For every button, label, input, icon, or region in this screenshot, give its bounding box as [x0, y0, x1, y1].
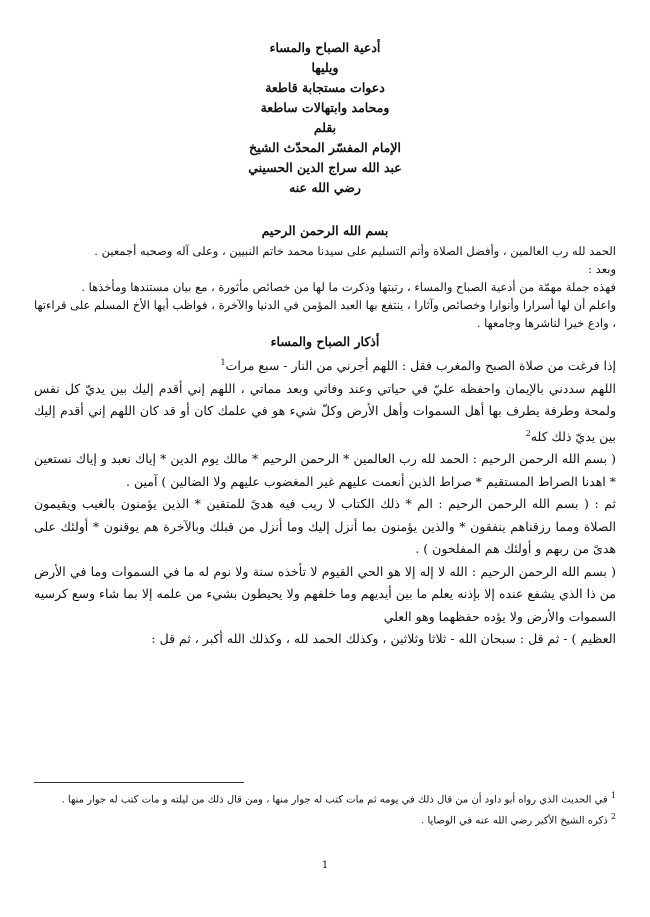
- footnote-ref: 1: [220, 358, 226, 367]
- footnote-text: في الحديث الذي رواه أبو داود أن من قال ذلك في يومه ثم مات كتب له جوار منها ، ومن قال ذلك من ليلته و مات كتب له جوار منها .: [61, 794, 608, 806]
- intro-paragraph: وبعد :: [588, 262, 616, 276]
- title-line: بقلم: [313, 120, 337, 135]
- body-paragraph: ( بسم الله الرحمن الرحيم : الحمد لله رب العالمين * الرحمن الرحيم * مالك يوم الدين * إياك نعبد و إياك نستعين * اهدنا الصراط المستقيم * صراط الذين أنعمت عليهم غير المغضوب عليهم ولا الضالين ) آمين .: [34, 451, 616, 489]
- body-paragraph: ( بسم الله الرحمن الرحيم : الله لا إله إلا هو الحي القيوم لا تأخذه سنة ولا نوم له ما في السموات وما في الأرض من ذا الذي يشفع عنده إلا بإذنه يعلم ما بين أيديهم وما خلفهم ولا يحيطون بشيء من علمه إلا بما شاء وسع كرسيه السموات والأرض ولا يؤده حفظهما وهو العلي: [34, 563, 616, 624]
- title-line: أدعية الصباح والمساء: [269, 40, 381, 55]
- body-text: اللهم سددني بالإيمان واحفظه عليّ في حياتي وعند وفاتي وبعد مماتي ، اللهم إني أقدم إليك بين يديّ كل نفس ولمحة وطرفة يطرف بها أهل السموات وأهل الأرض وكلّ شيء هو في علمك كان أو قد كان اللهم إني أقدم إليك بين يديّ ذلك كله: [34, 380, 616, 444]
- footnote-mark: 1: [610, 791, 616, 800]
- body-paragraph: [34, 352, 616, 378]
- title-line: ويليها: [311, 60, 339, 75]
- title-line: الإمام المفسّر المحدّث الشيخ: [249, 140, 401, 155]
- basmala: بسم الله الرحمن الرحيم: [261, 223, 389, 238]
- title-block: [34, 38, 616, 198]
- document-page: [34, 38, 616, 917]
- title-line: دعوات مستجابة قاطعة: [265, 80, 385, 95]
- footnotes: [34, 787, 616, 830]
- intro-paragraph: واعلم أن لها أسرارا وأنوارا وخصائص وآثارا ، ينتفع بها العبد المؤمن في الدنيا والآخرة ، فواظب أيها الأخ المسلم على قراءتها ، وادع خيرا لناشرها وجامعها .: [34, 298, 616, 330]
- body-paragraph: العظيم ) - ثم قل : سبحان الله - ثلاثا وثلاثين ، وكذلك الحمد لله ، وكذلك الله أكبر ، ثم قل :: [151, 631, 616, 647]
- title-line: ومحامد وابتهالات ساطعة: [260, 100, 390, 115]
- body-text: إذا فرغت من صلاة الصبح والمغرب فقل : اللهم أجرني من النار - سبع مرات: [225, 358, 616, 374]
- title-line: رضي الله عنه: [289, 180, 361, 195]
- footnote-item: [34, 787, 616, 808]
- intro-paragraph: فهذه جملة مهمّة من أدعية الصباح والمساء ، رتبتها وذكرت ما لها من خصائص مأثورة ، مع بيان مستندها ومأخذها .: [81, 280, 616, 294]
- page-number: 1: [321, 860, 329, 871]
- intro-paragraph: الحمد لله رب العالمين ، وأفضل الصلاة وأتم التسليم على سيدنا محمد خاتم النبيين ، وعلى آله وصحبه أجمعين .: [94, 244, 616, 258]
- body-paragraph: [34, 378, 616, 449]
- title-line: عبد الله سراج الدين الحسيني: [248, 160, 402, 175]
- body-paragraph: ثم : ( بسم الله الرحمن الرحيم : الم * ذلك الكتاب لا ريب فيه هدىً للمتقين * الذين يؤمنون بالغيب ويقيمون الصلاة ومما رزقناهم ينفقون * والذين يؤمنون بما أنزل إليك وما أنزل من قبلك وبالآخرة هم يوقنون * أولئك على هدىً من ربهم و أولئك هم المفلحون ) .: [34, 496, 616, 557]
- footnote-mark: 2: [610, 812, 616, 822]
- section-heading: أذكار الصباح والمساء: [270, 334, 380, 349]
- footnote-divider: [34, 782, 244, 783]
- footnote-text: ذكره الشيخ الأكبر رضي الله عنه في الوصايا .: [421, 815, 608, 827]
- footnote-ref: 2: [525, 428, 531, 438]
- footnote-item: [34, 808, 616, 829]
